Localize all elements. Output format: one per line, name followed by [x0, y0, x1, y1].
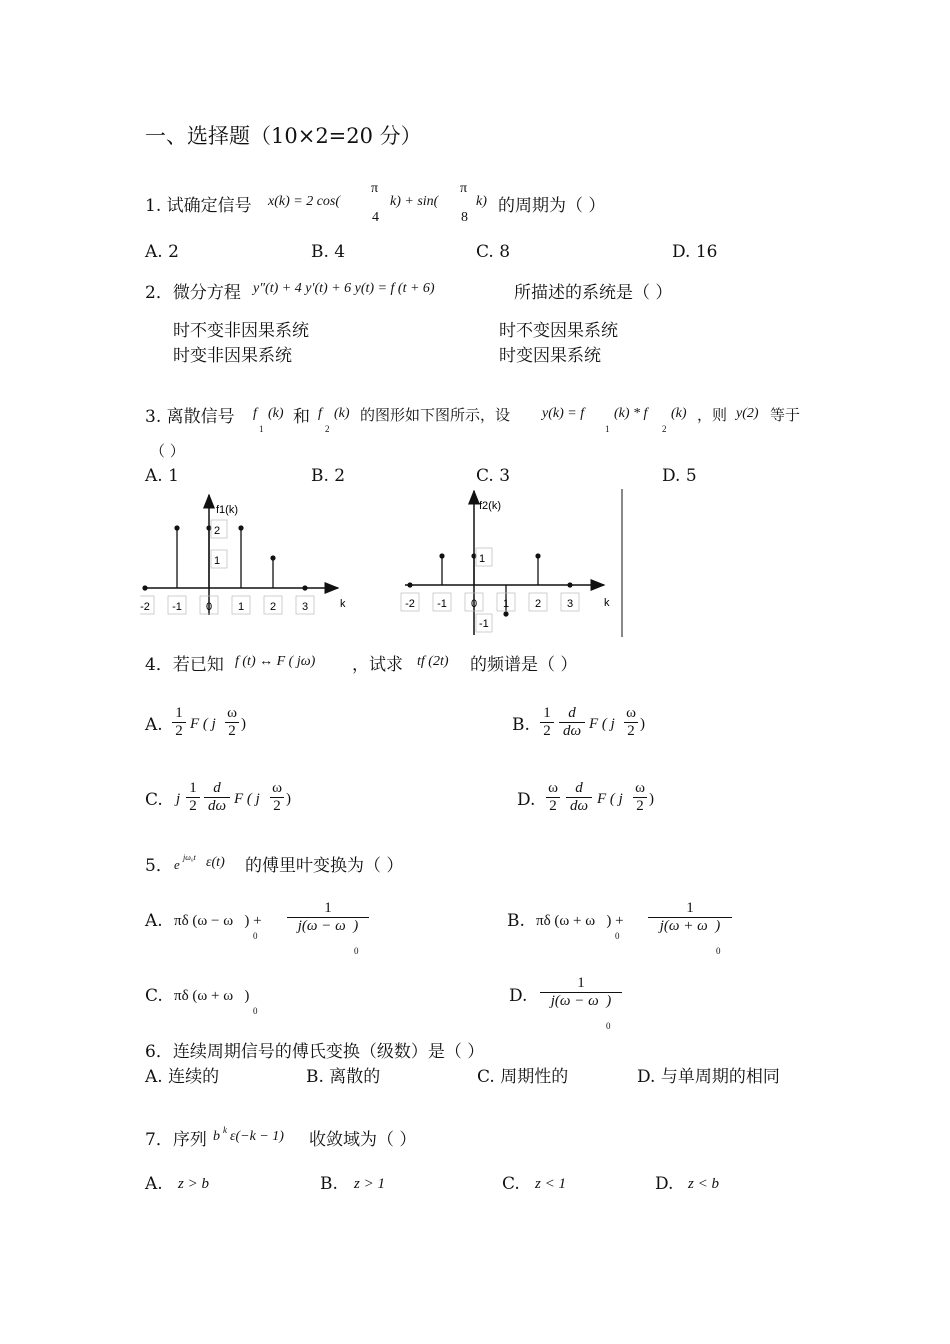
f2-title: f2(k) — [479, 500, 501, 512]
x-tick-label: 2 — [534, 598, 542, 610]
q4-label-b: B. — [512, 715, 530, 735]
q4-b-half: $\frac{1}{2}$ — [540, 705, 554, 740]
q1-suffix: 的周期为（ ） — [498, 196, 606, 216]
q3-option-c: C. 3 — [476, 466, 511, 486]
f1-title: f1(k) — [216, 504, 238, 516]
q5-a-frac: $\frac{1}{j(\omega - \omega )}$ — [287, 900, 369, 935]
q4-c-half: $\frac{1}{2}$ — [186, 780, 200, 815]
q7-eps: ε(−k − 1) — [230, 1129, 284, 1144]
q4-label-d: D. — [517, 790, 536, 810]
q6-option-a: A. 连续的 — [145, 1067, 220, 1087]
q6-option-c: C. 周期性的 — [477, 1067, 569, 1087]
stem-point — [238, 525, 243, 530]
q5-suffix: 的傅里叶变换为（ ） — [245, 856, 404, 876]
stem-point — [142, 585, 147, 590]
q5-a-sub0: 0 — [253, 931, 258, 941]
q7-suffix: 收敛域为（ ） — [309, 1130, 417, 1150]
x-tick-label: 2 — [269, 601, 277, 613]
q3-ask: 等于 — [770, 406, 801, 424]
q4-a-close: ) — [241, 716, 246, 732]
q7-label-b: B. — [320, 1174, 338, 1194]
q4-a-half: $\frac{1}{2}$ — [172, 705, 186, 740]
q1-option-b: B. 4 — [311, 242, 346, 262]
q5-b-frac-sub0: 0 — [716, 946, 721, 956]
q2-option-b: 时不变因果系统 — [499, 321, 618, 341]
x-tick-label: -2 — [140, 601, 150, 613]
q4-d-f: F ( j — [597, 791, 623, 807]
q3-mid: 的图形如下图所示，设 — [360, 406, 511, 424]
x-tick-label: 0 — [205, 601, 213, 613]
q4-b-close: ) — [640, 716, 645, 732]
q4-d-deriv: $\frac{d}{d\omega}$ — [566, 780, 592, 815]
q4-target: tf (2t) — [417, 654, 449, 669]
q3-option-b: B. 2 — [311, 466, 346, 486]
q4-c-f: F ( j — [234, 791, 260, 807]
f2-plot — [401, 491, 610, 635]
q4-suffix: 的频谱是（ ） — [470, 655, 578, 675]
q3-conv-c: (k) — [671, 406, 687, 421]
q5-label-b: B. — [507, 911, 525, 931]
q1-prefix: 1. 试确定信号 — [145, 196, 252, 216]
q5-b-frac: $\frac{1}{j(\omega + \omega )}$ — [648, 900, 732, 935]
q7-prefix: 7．序列 — [145, 1130, 207, 1150]
q7-option-a: z > b — [178, 1176, 209, 1192]
q4-c-deriv: $\frac{d}{d\omega}$ — [204, 780, 230, 815]
stem-point — [439, 553, 444, 558]
q1-den1: 4 — [372, 210, 379, 225]
q7-label-a: A. — [145, 1174, 163, 1194]
q6-option-d: D. 与单周期的相同 — [637, 1067, 780, 1087]
q7-b: b — [213, 1129, 220, 1144]
q3-option-a: A. 1 — [145, 466, 179, 486]
q4-mid: ，试求 — [352, 655, 403, 675]
q2-formula: y″(t) + 4 y′(t) + 6 y(t) = f (t + 6) — [253, 281, 435, 296]
q3-conv-sub2: 2 — [662, 424, 667, 434]
q4-b-deriv: $\frac{d}{d\omega}$ — [559, 705, 585, 740]
x-tick-label: -1 — [172, 601, 182, 613]
x-tick-label: -1 — [437, 598, 447, 610]
stem-point — [302, 585, 307, 590]
q3-conv: y(k) = f — [542, 406, 585, 421]
q4-label-a: A. — [145, 715, 163, 735]
stem-point — [270, 555, 275, 560]
q3-y2: y(2) — [736, 406, 759, 421]
q5-a-delta: πδ (ω − ω ) + — [174, 913, 262, 929]
q4-d-omega-half: $\frac{\omega}{2}$ — [546, 780, 560, 815]
q5-label-c: C. — [145, 986, 163, 1006]
q2-prefix: 2．微分方程 — [145, 283, 241, 303]
q5-c-sub0: 0 — [253, 1006, 258, 1016]
q5-b-delta: πδ (ω + ω ) + — [536, 913, 624, 929]
q5-exp: jω₀t — [183, 853, 196, 862]
q4-c-close: ) — [286, 791, 291, 807]
stem-point — [567, 582, 572, 587]
q4-prefix: 4．若已知 — [145, 655, 224, 675]
q7-option-c: z < 1 — [535, 1176, 566, 1192]
x-tick-label: 3 — [301, 601, 309, 613]
q3-f1-sub: 1 — [259, 424, 264, 434]
q5-label-a: A. — [145, 911, 163, 931]
x-tick-label: -2 — [405, 598, 415, 610]
q4-b-f: F ( j — [589, 716, 615, 732]
x-tick-label: 3 — [566, 598, 574, 610]
q3-f2-sub: 2 — [325, 424, 330, 434]
y-tick-label: 1 — [479, 553, 486, 565]
q1-option-d: D. 16 — [672, 242, 718, 262]
f2-xlabel: k — [604, 597, 610, 609]
q1-k2: k) — [476, 194, 487, 209]
q1-k1: k) + sin( — [390, 194, 439, 209]
q6-question: 6．连续周期信号的傅氏变换（级数）是（ ） — [145, 1042, 485, 1062]
q2-suffix: 所描述的系统是（ ） — [514, 283, 673, 303]
f1-plot — [140, 495, 346, 615]
q4-formula: f (t) ↔ F ( jω) — [235, 654, 316, 669]
q4-b-omega-half: $\frac{\omega}{2}$ — [624, 705, 638, 740]
y-tick-label: 2 — [214, 525, 221, 537]
q4-a-f: F ( j — [190, 716, 216, 732]
q5-prefix: 5． — [145, 856, 173, 876]
q3-f1: f — [253, 406, 257, 421]
q7-option-b: z > 1 — [354, 1176, 385, 1192]
stem-plots — [140, 485, 640, 640]
q7-label-d: D. — [655, 1174, 674, 1194]
q3-prefix: 3. 离散信号 — [145, 407, 235, 427]
q3-option-d: D. 5 — [662, 466, 697, 486]
q3-f1-arg: (k) — [268, 406, 284, 421]
q4-d-omega-half2: $\frac{\omega}{2}$ — [633, 780, 647, 815]
q5-label-d: D. — [509, 986, 528, 1006]
q5-eps: ε(t) — [206, 855, 225, 870]
stem-point — [407, 582, 412, 587]
q3-conv-b: (k) * f — [614, 406, 648, 421]
q7-k: k — [223, 1125, 227, 1135]
y-tick-label: -1 — [479, 618, 489, 630]
q6-option-b: B. 离散的 — [306, 1067, 381, 1087]
q7-option-d: z < b — [688, 1176, 719, 1192]
q1-formula-a: x(k) = 2 cos( — [268, 194, 341, 209]
x-tick-label: 1 — [237, 601, 245, 613]
q5-d-frac: $\frac{1}{j(\omega - \omega )}$ — [540, 975, 622, 1010]
q3-and: 和 — [293, 407, 310, 427]
q3-end: ，则 — [697, 406, 728, 424]
q1-option-c: C. 8 — [476, 242, 511, 262]
q1-den2: 8 — [461, 210, 468, 225]
q3-conv-sub1: 1 — [605, 424, 610, 434]
q4-label-c: C. — [145, 790, 163, 810]
q4-a-omega-half: $\frac{\omega}{2}$ — [225, 705, 239, 740]
q5-e: e — [174, 857, 180, 872]
q4-c-j: j — [176, 791, 181, 807]
section-title: 一、选择题（10×2=20 分） — [145, 124, 422, 148]
q1-option-a: A. 2 — [145, 242, 179, 262]
f1-xlabel: k — [340, 598, 346, 610]
q1-pi2: π — [460, 181, 468, 196]
stem-point — [174, 525, 179, 530]
q5-a-frac-sub0: 0 — [354, 946, 359, 956]
x-tick-label: 1 — [502, 598, 510, 610]
q2-option-a: 时不变非因果系统 — [173, 321, 309, 341]
q2-option-d: 时变因果系统 — [499, 346, 601, 366]
q4-d-close: ) — [649, 791, 654, 807]
q3-f2-arg: (k) — [334, 406, 350, 421]
stem-point — [503, 611, 508, 616]
q1-pi1: π — [371, 181, 379, 196]
q5-d-frac-sub0: 0 — [606, 1021, 611, 1031]
q7-label-c: C. — [502, 1174, 520, 1194]
stem-point — [535, 553, 540, 558]
x-tick-label: 0 — [470, 598, 478, 610]
q5-b-sub0: 0 — [615, 931, 620, 941]
y-tick-label: 1 — [214, 555, 221, 567]
q5-c-delta: πδ (ω + ω ) — [174, 988, 250, 1004]
q2-option-c: 时变非因果系统 — [173, 346, 292, 366]
q4-c-omega-half: $\frac{\omega}{2}$ — [270, 780, 284, 815]
q3-blank: （ ） — [150, 442, 185, 460]
q3-f2: f — [318, 406, 322, 421]
